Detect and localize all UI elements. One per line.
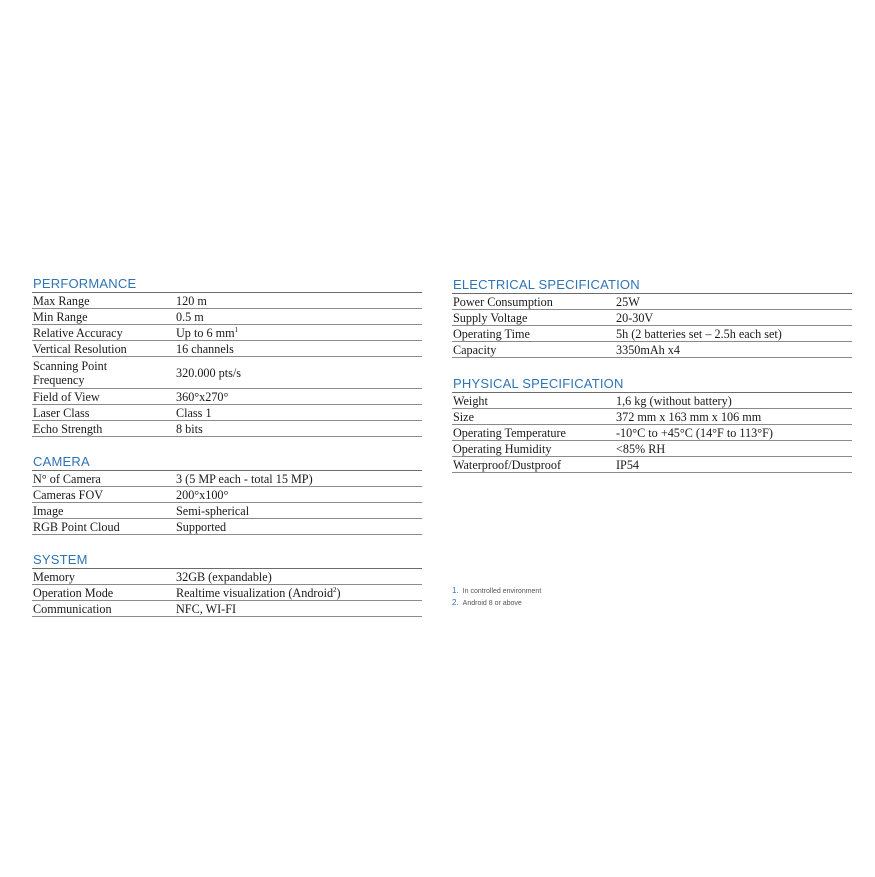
- camera-section: [32, 454, 422, 535]
- spec-key: Supply Voltage: [453, 311, 528, 325]
- footnote-ref: 2: [333, 586, 337, 594]
- spec-row: [32, 421, 422, 437]
- spec-value: Semi-spherical: [176, 504, 250, 518]
- spec-key: Capacity: [453, 343, 497, 357]
- spec-key: Operation Mode: [33, 586, 114, 600]
- spec-key: Weight: [453, 394, 488, 408]
- spec-key: Image: [33, 504, 64, 518]
- spec-row: [32, 601, 422, 617]
- spec-value: 320.000 pts/s: [176, 366, 242, 380]
- spec-row: [32, 487, 422, 503]
- spec-row: [452, 441, 852, 457]
- footnote-text: In controlled environment: [462, 588, 542, 595]
- spec-row: [452, 425, 852, 441]
- spec-value: 0.5 m: [176, 310, 204, 324]
- spec-value: Class 1: [176, 406, 212, 420]
- spec-key: Scanning Point Frequency: [33, 359, 108, 387]
- spec-row: [32, 569, 422, 585]
- spec-value: 16 channels: [176, 342, 234, 356]
- spec-key: Memory: [33, 570, 75, 584]
- spec-row: [32, 309, 422, 325]
- section-title: SYSTEM: [32, 552, 422, 569]
- spec-key: Min Range: [33, 310, 88, 324]
- left-column: [32, 276, 422, 617]
- spec-row: [452, 393, 852, 409]
- physical-section: [452, 376, 852, 473]
- spec-key: RGB Point Cloud: [33, 520, 120, 534]
- spec-row: [452, 457, 852, 473]
- spec-key: N° of Camera: [33, 472, 101, 486]
- spec-value: 372 mm x 163 mm x 106 mm: [616, 410, 762, 424]
- spec-key: Power Consumption: [453, 295, 553, 309]
- section-title: CAMERA: [32, 454, 422, 471]
- spec-key: Laser Class: [33, 406, 90, 420]
- spec-key: Max Range: [33, 294, 90, 308]
- spec-value-wrap: [176, 586, 341, 600]
- spec-value: 25W: [616, 295, 640, 309]
- spec-key: Waterproof/Dustproof: [453, 458, 561, 472]
- spec-row: [32, 471, 422, 487]
- footnotes: [452, 585, 541, 609]
- spec-value-suffix: ): [336, 586, 341, 600]
- spec-value: 1,6 kg (without battery): [616, 394, 732, 408]
- spec-value: 5h (2 batteries set – 2.5h each set): [616, 327, 782, 341]
- spec-key: Vertical Resolution: [33, 342, 127, 356]
- spec-value: 3 (5 MP each - total 15 MP): [176, 472, 313, 486]
- spec-key: Relative Accuracy: [33, 326, 123, 340]
- spec-value: 8 bits: [176, 422, 203, 436]
- spec-row: [32, 389, 422, 405]
- spec-value: 200°x100°: [176, 488, 229, 502]
- spec-row: [452, 310, 852, 326]
- spec-value: Realtime visualization (Android: [176, 586, 334, 600]
- footnote-ref: 1: [234, 326, 239, 334]
- spec-value: 3350mAh x4: [616, 343, 680, 357]
- spec-row: [32, 405, 422, 421]
- spec-value: IP54: [616, 458, 640, 472]
- spec-row: [452, 409, 852, 425]
- spec-key: Communication: [33, 602, 112, 616]
- footnote-number: 1.: [452, 586, 459, 595]
- spacer: [452, 358, 852, 376]
- spec-value: Up to 6 mm: [176, 326, 235, 340]
- section-title: PERFORMANCE: [32, 276, 422, 293]
- spec-value-wrap: [176, 326, 238, 340]
- spec-value: -10°C to +45°C (14°F to 113°F): [616, 426, 773, 440]
- spec-row: [32, 341, 422, 357]
- spec-value: <85% RH: [616, 442, 666, 456]
- electrical-section: [452, 277, 852, 358]
- system-section: [32, 552, 422, 617]
- footnote: [452, 597, 541, 609]
- right-column: [452, 277, 852, 473]
- spacer: [32, 535, 422, 552]
- spec-row: [32, 293, 422, 309]
- spec-key: Operating Humidity: [453, 442, 552, 456]
- footnote-number: 2.: [452, 598, 459, 607]
- spec-key: Operating Time: [453, 327, 530, 341]
- spec-key: Cameras FOV: [33, 488, 104, 502]
- spec-value: 20-30V: [616, 311, 654, 325]
- spec-value: NFC, WI-FI: [176, 602, 237, 616]
- spec-value: 120 m: [176, 294, 207, 308]
- spec-row: [32, 585, 422, 601]
- spec-row: [452, 342, 852, 358]
- spacer: [32, 437, 422, 454]
- spec-row: [452, 326, 852, 342]
- spec-row: [32, 519, 422, 535]
- spec-row: [32, 357, 422, 389]
- section-title: ELECTRICAL SPECIFICATION: [452, 277, 852, 294]
- spec-key: Field of View: [33, 390, 100, 404]
- spec-value: 32GB (expandable): [176, 570, 272, 584]
- footnote-text: Android 8 or above: [462, 600, 522, 607]
- spec-row: [32, 503, 422, 519]
- section-title: PHYSICAL SPECIFICATION: [452, 376, 852, 393]
- spec-row: [452, 294, 852, 310]
- spec-row: [32, 325, 422, 341]
- spec-value: Supported: [176, 520, 227, 534]
- footnote: [452, 585, 541, 597]
- performance-section: [32, 276, 422, 437]
- spec-value: 360°x270°: [176, 390, 229, 404]
- spec-key: Echo Strength: [33, 422, 103, 436]
- spec-key: Size: [453, 410, 474, 424]
- spec-key: Operating Temperature: [453, 426, 566, 440]
